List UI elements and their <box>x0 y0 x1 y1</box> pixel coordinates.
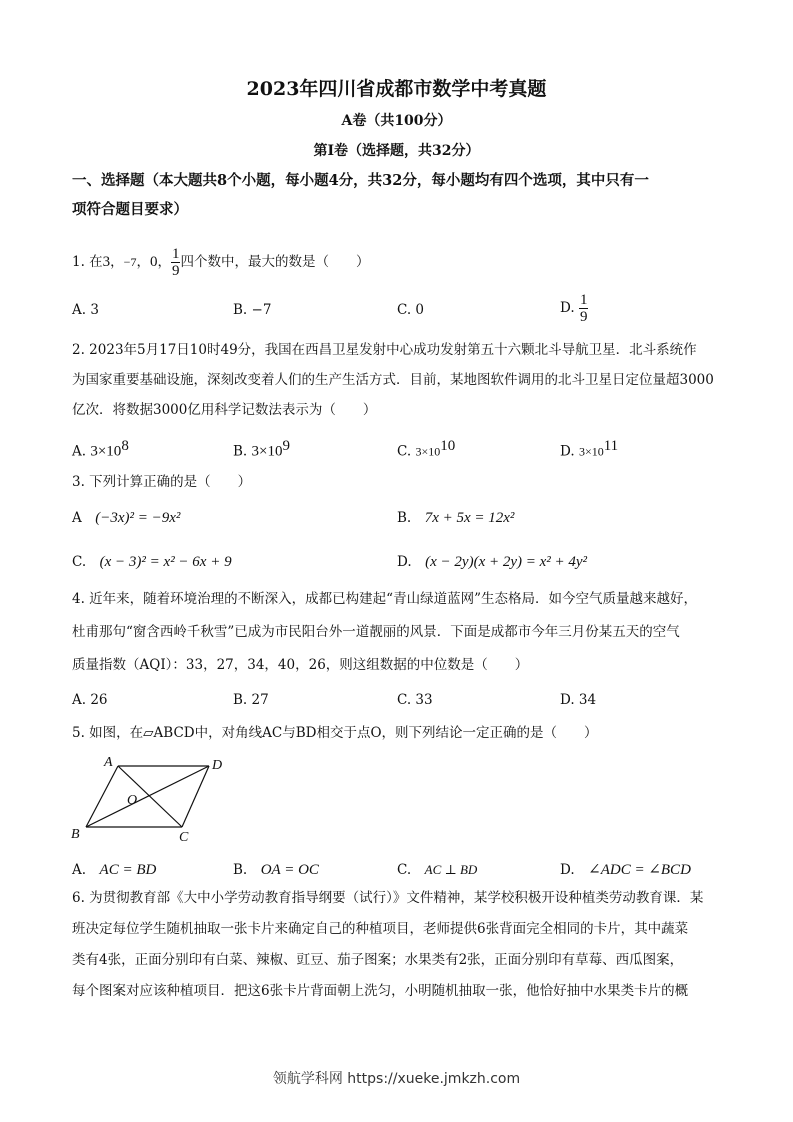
q5-option-d[interactable]: D. ∠ADC = ∠BCD <box>560 862 691 878</box>
q3-option-b[interactable]: B. 7x + 5x = 12x² <box>397 510 515 526</box>
center-label-o: O <box>127 793 138 808</box>
vertex-label-a: A <box>104 755 113 770</box>
question-4-line3: 质量指数（AQI）：33，27，34，40，26，则这组数据的中位数是（ ） <box>72 657 529 673</box>
question-5-stem: 5. 如图，在▱ABCD中，对角线AC与BD相交于点O，则下列结论一定正确的是（ ） <box>72 725 598 741</box>
fraction-one-ninth-option: $\frac{1}{9}$ <box>579 292 588 325</box>
q1-option-c[interactable]: C. 0 <box>397 302 425 318</box>
vertex-label-b: B <box>71 827 80 842</box>
q4-option-b[interactable]: B. 27 <box>233 692 269 708</box>
question-2-line2: 为国家重要基础设施，深刻改变着人们的生产生活方式．目前，某地图软件调用的北斗卫星日定位量超3000 <box>72 372 714 388</box>
q1-option-a[interactable]: A. 3 <box>72 302 99 318</box>
fraction-one-ninth: $\frac{1}{9}$ <box>171 246 180 279</box>
q5-option-b[interactable]: B. OA = OC <box>233 862 319 878</box>
question-6-line1: 6. 为贯彻教育部《大中小学劳动教育指导纲要（试行）》文件精神，某学校积极开设种植类劳动教育课．某 <box>72 890 704 906</box>
question-6-line3: 类有4张，正面分别印有白菜、辣椒、豇豆、茄子图案；水果类有2张，正面分别印有草莓、西瓜图案， <box>72 952 684 968</box>
section-heading-line1: 一、选择题（本大题共8个小题，每小题4分，共32分，每小题均有四个选项，其中只有一 <box>72 172 649 189</box>
diagonal-bd <box>86 766 209 827</box>
section-heading-line2: 项符合题目要求） <box>72 201 188 218</box>
q3-option-d[interactable]: D. (x − 2y)(x + 2y) = x² + 4y² <box>397 554 588 570</box>
q4-option-d[interactable]: D. 34 <box>560 692 597 708</box>
q2-option-a[interactable]: A. $3\times 10^8$ <box>72 438 129 460</box>
question-4-line2: 杜甫那句“窗含西岭千秋雪”已成为市民阳台外一道靓丽的风景．下面是成都市今年三月份某五天的空气 <box>72 624 680 640</box>
q3-option-a[interactable]: A (−3x)² = −9x² <box>72 510 181 526</box>
vertex-label-c: C <box>179 830 189 845</box>
edge-ba <box>86 766 118 827</box>
question-6-line2: 班决定每位学生随机抽取一张卡片来确定自己的种植项目，老师提供6张背面完全相同的卡片，其中蔬菜 <box>72 921 689 937</box>
q2-option-d[interactable]: D. $3\times 10^{11}$ <box>560 438 619 460</box>
q2-option-b[interactable]: B. $3\times 10^9$ <box>233 438 290 460</box>
parallelogram-figure <box>66 753 236 845</box>
question-2-line1: 2. 2023年5月17日10时49分，我国在西昌卫星发射中心成功发射第五十六颗北斗导航卫星．北斗系统作 <box>72 342 697 358</box>
q5-option-a[interactable]: A. AC = BD <box>72 862 157 878</box>
question-6-line4: 每个图案对应该种植项目．把这6张卡片背面朝上洗匀，小明随机抽取一张，他恰好抽中水果类卡片的概 <box>72 983 689 999</box>
q1-option-d[interactable]: D. $\frac{1}{9}$ <box>560 292 588 325</box>
q4-option-a[interactable]: A. 26 <box>72 692 108 708</box>
vertex-label-d: D <box>212 758 223 773</box>
part-heading: 第I卷（选择题，共32分） <box>313 143 480 159</box>
q3-option-c[interactable]: C. (x − 3)² = x² − 6x + 9 <box>72 554 232 570</box>
question-3-stem: 3. 下列计算正确的是（ ） <box>72 474 252 490</box>
q2-option-c[interactable]: C. $3\times 10^{10}$ <box>397 438 456 460</box>
volume-heading: A卷（共100分） <box>341 113 452 129</box>
question-4-line1: 4. 近年来，随着环境治理的不断深入，成都已构建起“青山绿道蓝网”生态格局．如今空气质量越来越好， <box>72 591 697 607</box>
page-title: 2023年四川省成都市数学中考真题 <box>246 78 547 100</box>
q4-option-c[interactable]: C. 33 <box>397 692 433 708</box>
question-1-stem: 1. 在3，−7，0， $\frac{1}{9}$ 四个数中，最大的数是（ ） <box>72 246 370 279</box>
footer-watermark: 领航学科网 https://xueke.jmkzh.com <box>272 1071 521 1087</box>
edge-dc <box>182 766 209 827</box>
question-2-line3: 亿次．将数据3000亿用科学记数法表示为（ ） <box>72 402 377 418</box>
q5-option-c[interactable]: C. AC ⊥ BD <box>397 862 478 878</box>
q1-option-b[interactable]: B. −7 <box>233 302 272 318</box>
